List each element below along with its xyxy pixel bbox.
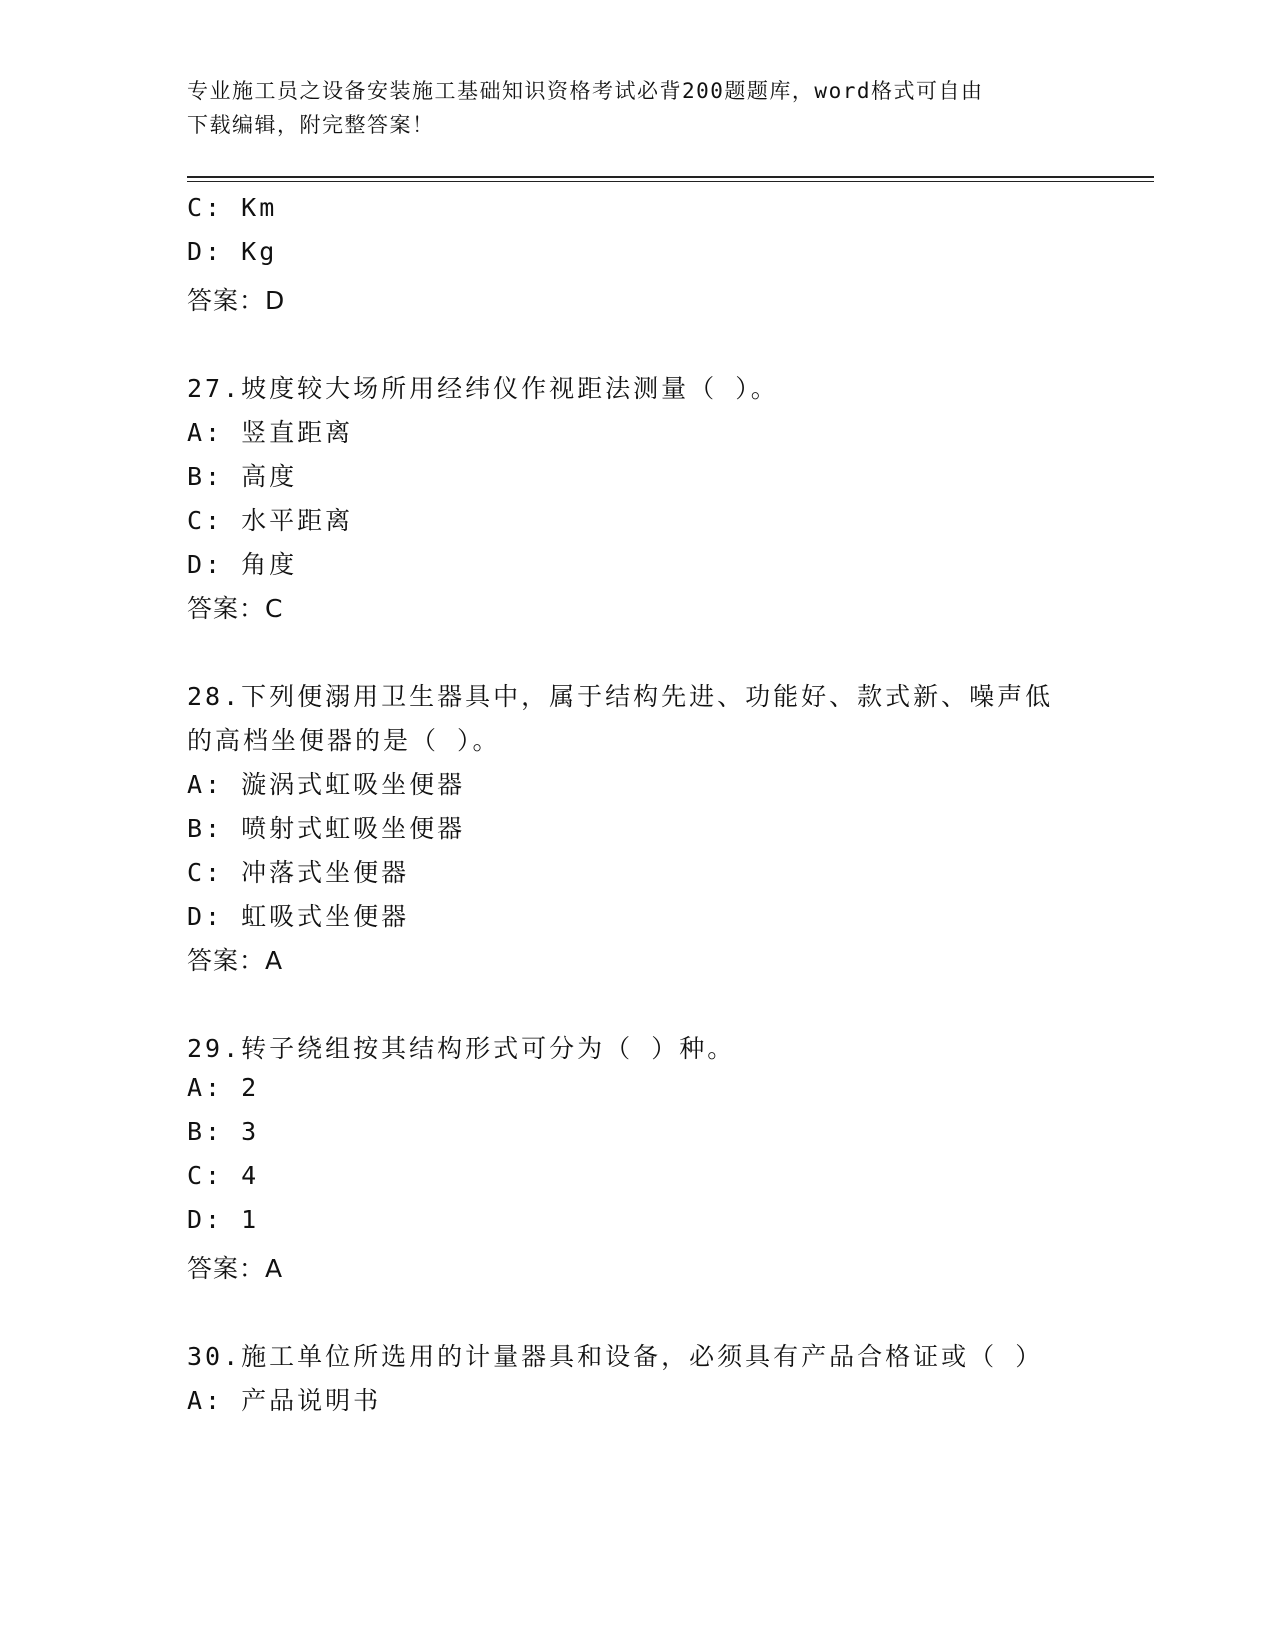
q29-question: 29.转子绕组按其结构形式可分为（ ）种。	[187, 1034, 736, 1063]
header-title-line-2: 下载编辑，附完整答案！	[187, 113, 435, 137]
q28-question-line-2: 的高档坐便器的是（ ）。	[187, 726, 501, 755]
q29-option-d: D: 1	[187, 1205, 260, 1234]
q29-option-a: A: 2	[187, 1073, 260, 1102]
q27-option-c: C: 水平距离	[187, 506, 354, 535]
prev-option-d: D: Kg	[187, 237, 278, 266]
q28-option-c: C: 冲落式坐便器	[187, 858, 410, 887]
q28-answer: 答案：A	[187, 946, 284, 975]
q27-option-d: D: 角度	[187, 550, 298, 579]
q30-option-a: A: 产品说明书	[187, 1386, 382, 1415]
q27-answer: 答案：C	[187, 594, 284, 623]
q28-option-b: B: 喷射式虹吸坐便器	[187, 814, 466, 843]
prev-answer: 答案：D	[187, 286, 286, 315]
q28-option-d: D: 虹吸式坐便器	[187, 902, 410, 931]
q30-question: 30.施工单位所选用的计量器具和设备，必须具有产品合格证或（ ）	[187, 1342, 1044, 1371]
prev-option-c: C: Km	[187, 193, 278, 222]
q27-option-a: A: 竖直距离	[187, 418, 354, 447]
q29-answer: 答案：A	[187, 1254, 284, 1283]
q27-option-b: B: 高度	[187, 462, 298, 491]
q29-option-c: C: 4	[187, 1161, 260, 1190]
q27-question: 27.坡度较大场所用经纬仪作视距法测量（ ）。	[187, 374, 779, 403]
document-header	[187, 74, 1067, 142]
header-title-line-1: 专业施工员之设备安装施工基础知识资格考试必背200题题库，word格式可自由	[187, 79, 984, 103]
q29-option-b: B: 3	[187, 1117, 260, 1146]
q28-question-line-1: 28.下列便溺用卫生器具中，属于结构先进、功能好、款式新、噪声低	[187, 682, 1054, 711]
header-divider-thin	[187, 181, 1154, 182]
q28-option-a: A: 漩涡式虹吸坐便器	[187, 770, 466, 799]
header-divider-thick	[187, 176, 1154, 178]
